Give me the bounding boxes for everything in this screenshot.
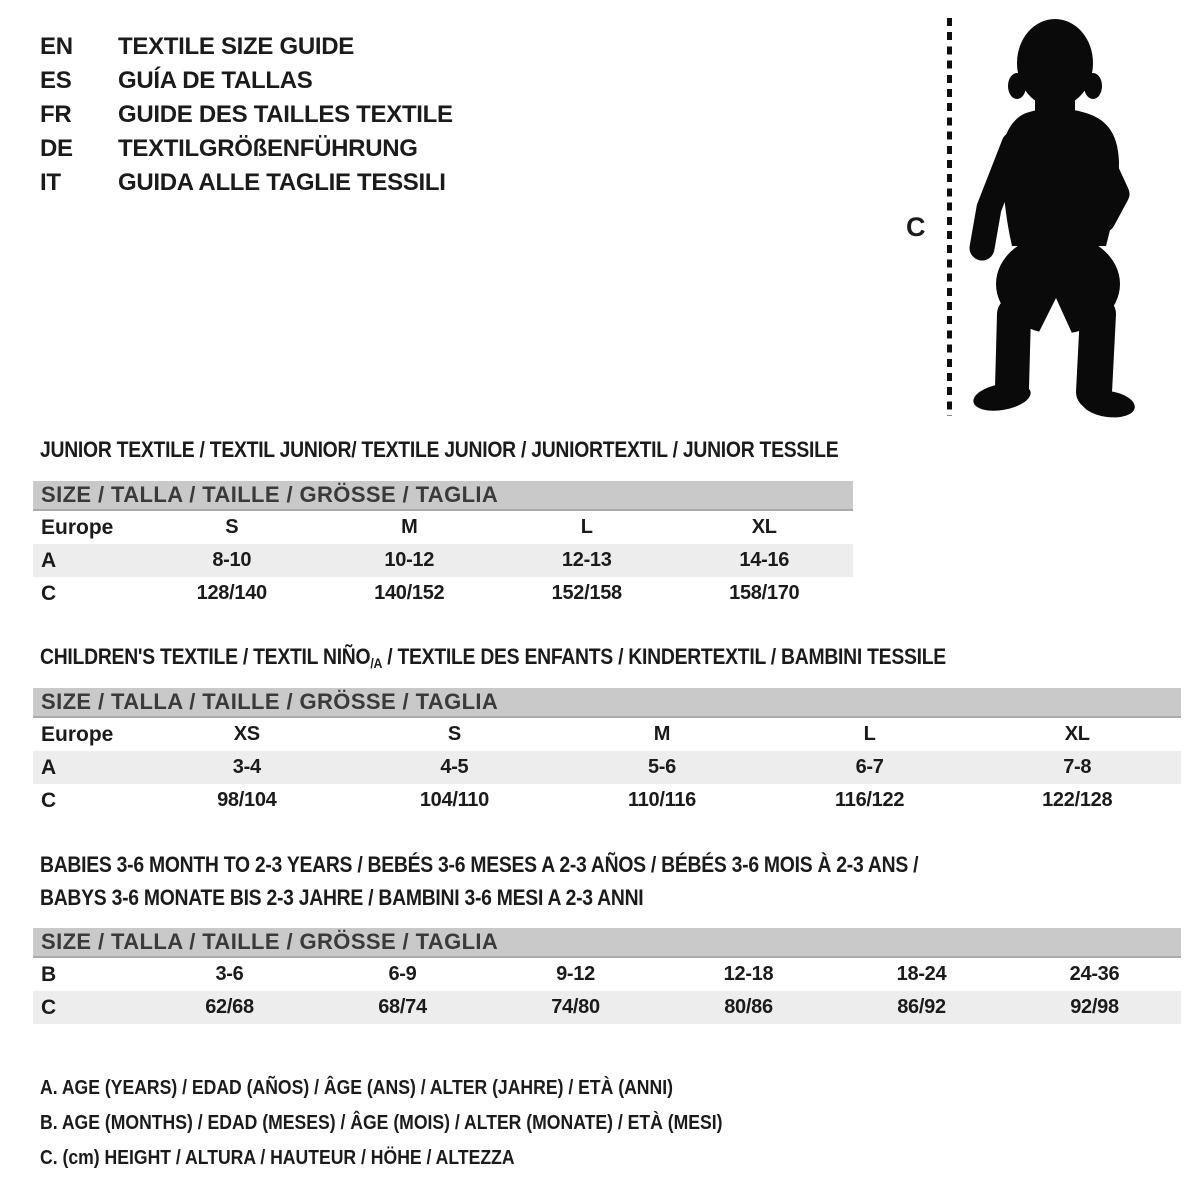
language-code: EN (40, 33, 73, 60)
size-cell: M (653, 723, 671, 745)
height-cell: 140/152 (374, 582, 445, 604)
children-title-subscript: /A (370, 655, 383, 671)
size-cell: L (863, 723, 876, 745)
language-code: ES (40, 67, 72, 94)
age-cell: 9-12 (556, 963, 595, 985)
height-cell: 152/158 (551, 582, 622, 604)
height-cell: 110/116 (627, 789, 696, 811)
height-cell: 86/92 (897, 996, 946, 1018)
size-cell: S (225, 516, 239, 538)
legend-line-b: B. AGE (MONTHS) / EDAD (MESES) / ÂGE (MOIS) / ALTER (MONATE) / ETÀ (MESI) (40, 1112, 723, 1134)
height-cell: 116/122 (835, 789, 905, 811)
figure-height-label: C (906, 212, 926, 242)
size-header-label: SIZE / TALLA / TAILLE / GRÖSSE / TAGLIA (41, 929, 499, 954)
age-cell: 6-7 (855, 756, 884, 778)
height-cell: 92/98 (1070, 996, 1119, 1018)
size-cell: L (580, 516, 593, 538)
height-cell: 68/74 (378, 996, 427, 1018)
height-cell: 128/140 (196, 582, 267, 604)
row-label: C (41, 788, 57, 812)
babies-title-line1: BABIES 3-6 MONTH TO 2-3 YEARS / BEBÉS 3-6 MESES A 2-3 AÑOS / BÉBÉS 3-6 MOIS À 2-3 ANS / (40, 852, 919, 877)
age-cell: 18-24 (896, 963, 947, 985)
language-title: GUIDA ALLE TAGLIE TESSILI (118, 169, 446, 196)
size-cell: S (447, 723, 461, 745)
children-title-post: / TEXTILE DES ENFANTS / KINDERTEXTIL / BAMBINI TESSILE (382, 644, 946, 669)
age-cell: 7-8 (1063, 756, 1092, 778)
height-cell: 80/86 (724, 996, 773, 1018)
children-size-table (33, 688, 1181, 817)
legend-line-c: C. (cm) HEIGHT / ALTURA / HAUTEUR / HÖHE / ALTEZZA (40, 1147, 515, 1169)
measurement-legend (40, 1071, 816, 1176)
table-row (33, 511, 853, 544)
age-cell: 3-4 (232, 756, 261, 778)
age-cell: 12-13 (561, 549, 612, 571)
language-title: TEXTILGRÖßENFÜHRUNG (118, 135, 418, 162)
language-row-en (40, 30, 453, 64)
babies-title-line2: BABYS 3-6 MONATE BIS 2-3 JAHRE / BAMBINI 3-6 MESI A 2-3 ANNI (40, 885, 644, 910)
babies-size-table (33, 928, 1181, 1024)
age-cell: 4-5 (440, 756, 469, 778)
junior-size-table (33, 481, 853, 610)
row-label: C (41, 995, 57, 1019)
children-section-title (40, 644, 946, 671)
table-row (33, 751, 1181, 784)
table-row (33, 718, 1181, 751)
age-cell: 14-16 (739, 549, 790, 571)
height-cell: 104/110 (419, 789, 489, 811)
size-cell: M (401, 516, 418, 538)
age-cell: 24-36 (1069, 963, 1120, 985)
size-header-label: SIZE / TALLA / TAILLE / GRÖSSE / TAGLIA (41, 689, 499, 714)
language-code: FR (40, 101, 72, 128)
size-header-bar (33, 688, 1181, 718)
size-cell: XL (1064, 723, 1090, 745)
age-cell: 12-18 (723, 963, 774, 985)
age-cell: 10-12 (384, 549, 435, 571)
height-cell: 122/128 (1042, 789, 1113, 811)
children-title-pre: CHILDREN'S TEXTILE / TEXTIL NIÑO (40, 644, 371, 669)
row-label: Europe (41, 722, 114, 746)
size-header-label: SIZE / TALLA / TAILLE / GRÖSSE / TAGLIA (41, 482, 499, 507)
language-row-es (40, 64, 453, 98)
row-label: C (41, 581, 57, 605)
table-row (33, 784, 1181, 817)
language-code: IT (40, 169, 61, 196)
row-label: Europe (41, 515, 114, 539)
language-row-fr (40, 98, 453, 132)
height-cell: 158/170 (729, 582, 800, 604)
junior-section-title: JUNIOR TEXTILE / TEXTIL JUNIOR/ TEXTILE JUNIOR / JUNIORTEXTIL / JUNIOR TESSILE (40, 437, 839, 462)
baby-silhouette-icon (962, 16, 1136, 418)
row-label: A (41, 548, 57, 572)
language-title-list (40, 30, 453, 200)
table-row (33, 577, 853, 610)
table-row (33, 958, 1181, 991)
height-measure-dashed-line (947, 18, 952, 416)
row-label: A (41, 755, 57, 779)
age-cell: 3-6 (215, 963, 244, 985)
language-code: DE (40, 135, 73, 162)
babies-section-title (40, 848, 1038, 914)
language-row-it (40, 166, 453, 200)
row-label: B (41, 962, 57, 986)
language-title: GUIDE DES TAILLES TEXTILE (118, 101, 453, 128)
size-header-bar (33, 481, 853, 511)
language-row-de (40, 132, 453, 166)
height-cell: 62/68 (205, 996, 254, 1018)
age-cell: 5-6 (647, 756, 676, 778)
language-title: TEXTILE SIZE GUIDE (118, 33, 354, 60)
size-header-bar (33, 928, 1181, 958)
height-cell: 98/104 (217, 789, 277, 811)
height-cell: 74/80 (551, 996, 600, 1018)
table-row (33, 991, 1181, 1024)
legend-line-a: A. AGE (YEARS) / EDAD (AÑOS) / ÂGE (ANS) / ALTER (JAHRE) / ETÀ (ANNI) (40, 1077, 673, 1099)
table-row (33, 544, 853, 577)
age-cell: 6-9 (388, 963, 417, 985)
age-cell: 8-10 (212, 549, 252, 571)
size-cell: XL (751, 516, 777, 538)
size-cell: XS (233, 723, 260, 745)
language-title: GUÍA DE TALLAS (118, 67, 313, 94)
